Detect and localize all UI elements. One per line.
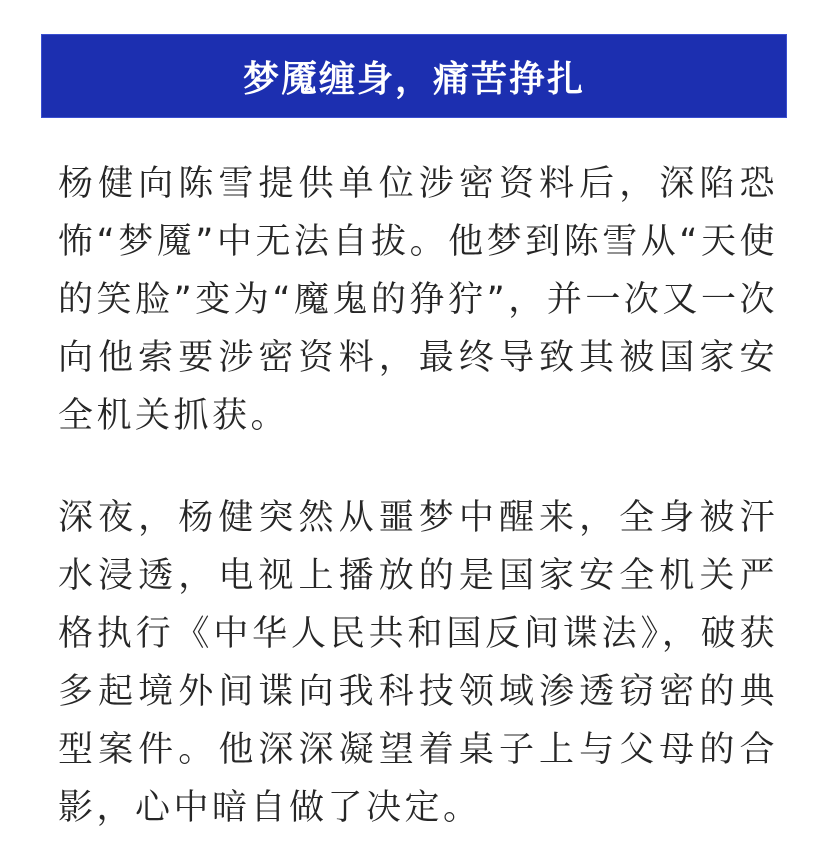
paragraph-decision: 深夜，杨健突然从噩梦中醒来，全身被汗水浸透，电视上播放的是国家安全机关严格执行《中华人民共和国反间谍法》，破获多起境外间谍向我科技领域渗透窃密的典型案件。他深深凝望着桌子上与父母的合影，心中暗自做了决定。 [58, 498, 778, 828]
section-title-banner [41, 34, 787, 118]
paragraph-nightmare: 杨健向陈雪提供单位涉密资料后，深陷恐怖“梦魇”中无法自拔。他梦到陈雪从“天使的笑脸”变为“魔鬼的狰狞”，并一次又一次向他索要涉密资料，最终导致其被国家安全机关抓获。 [58, 164, 778, 436]
section-title: 梦魇缠身，痛苦挣扎 [242, 58, 585, 100]
